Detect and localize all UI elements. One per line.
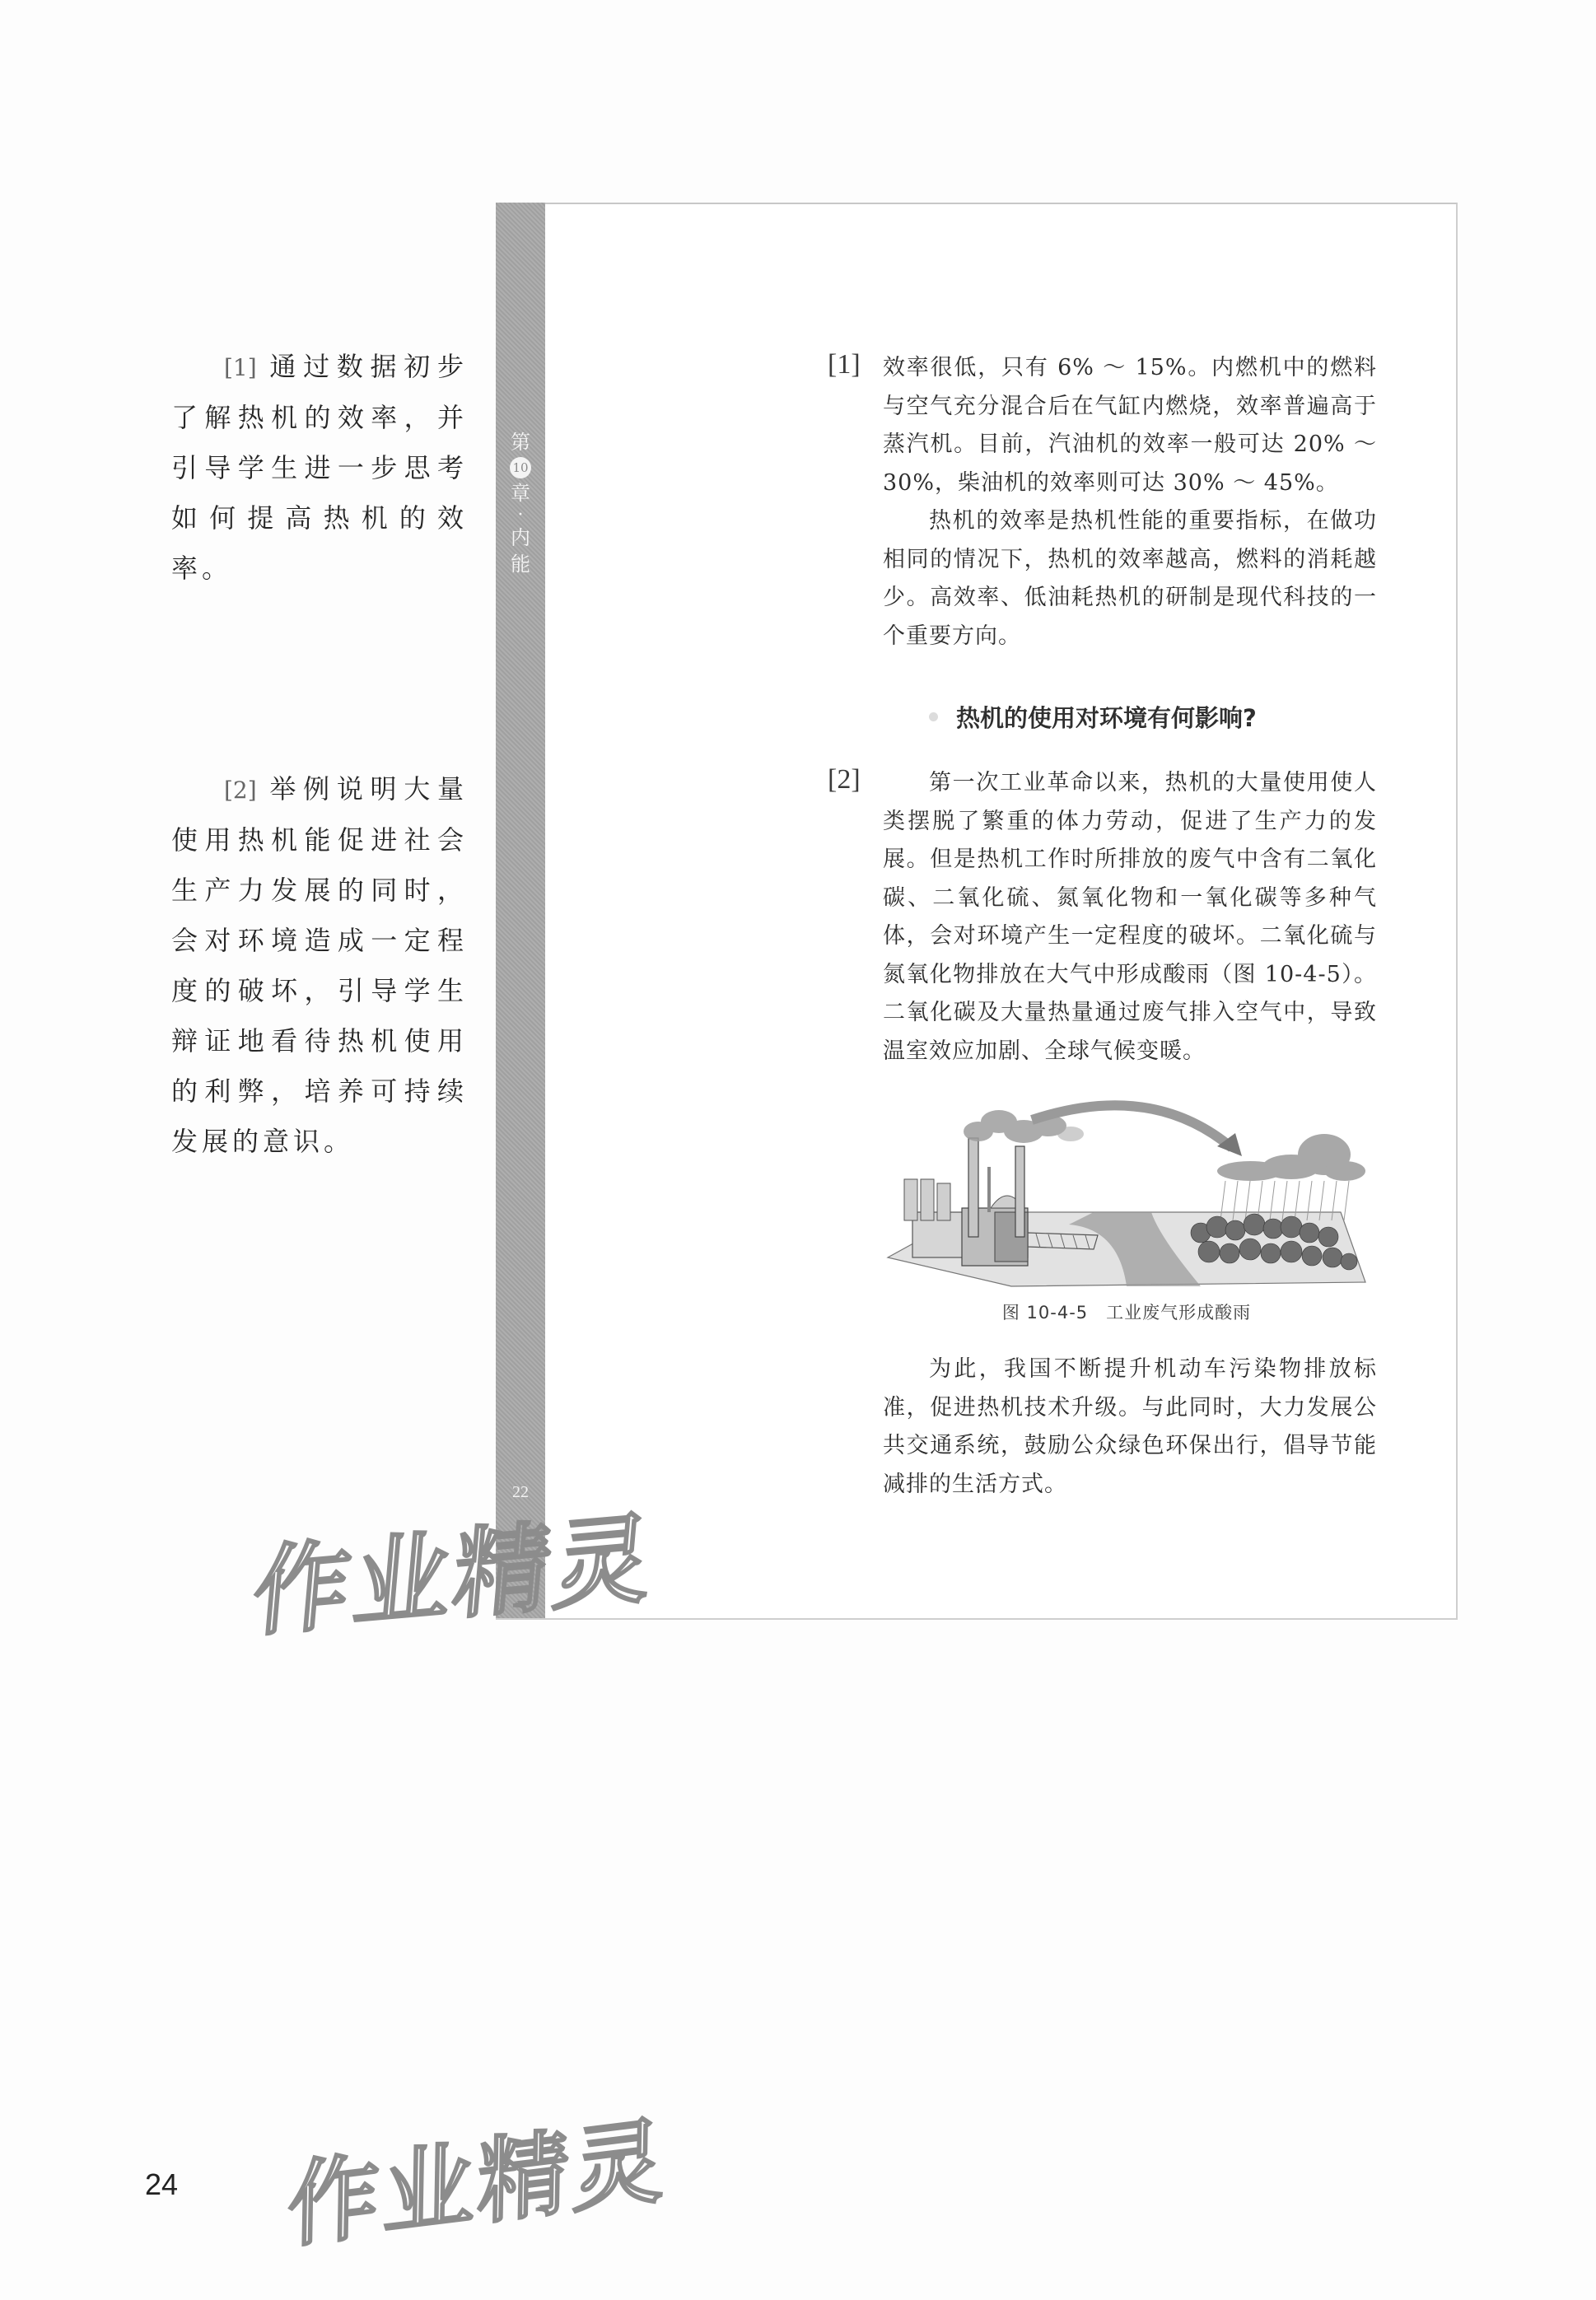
chapter-prefix: 第: [511, 431, 530, 454]
section-heading-text: 热机的使用对环境有何影响?: [956, 704, 1257, 732]
paragraph-text: 为此，我国不断提升机动车污染物排放标准，促进热机技术升级。与此同时，大力发展公共交通系统，鼓励公众绿色环保出行，倡导节能减排的生活方式。: [883, 1356, 1377, 1497]
paragraph-efficiency: [883, 349, 1377, 655]
figure-caption-text: 工业废气形成酸雨: [1106, 1303, 1252, 1323]
chapter-title-char: 能: [511, 553, 530, 576]
margin-note-ref: [2]: [224, 777, 257, 804]
margin-note-text: 举例说明大量使用热机能促进社会生产力发展的同时，会对环境造成一定程度的破坏，引导学生辩证地看待热机使用的利弊，培养可持续发展的意识。: [171, 773, 468, 1157]
chapter-number-badge: 10: [510, 457, 531, 478]
chapter-title-char: 内: [511, 526, 530, 549]
watermark: 作业精灵: [248, 1500, 660, 1651]
chapter-suffix: 章: [511, 482, 530, 505]
page-number: 24: [145, 2167, 179, 2201]
reference-marker-1: [1]: [828, 349, 861, 380]
bullet-dot-icon: [929, 712, 938, 721]
paragraph-text: 效率很低，只有 6% ～ 15%。内燃机中的燃料与空气充分混合后在气缸内燃烧，效率普遍高于蒸汽机。目前，汽油机的效率一般可达 20% ～ 30%，柴油机的效率则可达 30% ～ 45%。: [883, 355, 1377, 496]
paragraph-text: 热机的效率是热机性能的重要指标，在做功相同的情况下，热机的效率越高，燃料的消耗越少。高效率、低油耗热机的研制是现代科技的一个重要方向。: [883, 508, 1377, 649]
margin-note-2: [171, 764, 468, 1167]
section-heading: [929, 700, 1257, 734]
reference-marker-2: [2]: [828, 764, 861, 795]
paragraph-policy: [883, 1351, 1377, 1504]
margin-note-text: 通过数据初步了解热机的效率，并引导学生进一步思考如何提高热机的效率。: [171, 351, 468, 584]
inner-page-number: 22: [512, 1483, 529, 1501]
chapter-side-strip: [496, 203, 545, 1618]
watermark: 作业精灵: [287, 2106, 669, 2261]
margin-note-ref: [1]: [224, 354, 257, 381]
acid-rain-illustration: [880, 1089, 1374, 1295]
figure-caption: [880, 1299, 1374, 1324]
figure-label: 图 10-4-5: [1001, 1303, 1089, 1323]
chapter-label: [496, 429, 545, 577]
paragraph-environment: [883, 764, 1377, 1071]
margin-note-1: [171, 342, 468, 594]
paragraph-text: 第一次工业革命以来，热机的大量使用使人类摆脱了繁重的体力劳动，促进了生产力的发展。但是热机工作时所排放的废气中含有二氧化碳、二氧化硫、氮氧化物和一氧化碳等多种气体，会对环境产生一定程度的破坏。二氧化硫与氮氧化物排放在大气中形成酸雨（图 10-4-5）。二氧化碳及大量热量通过废气排入空气中，导致温室效应加剧、全球气候变暖。: [883, 770, 1377, 1064]
separator-dot: ·: [517, 505, 524, 525]
